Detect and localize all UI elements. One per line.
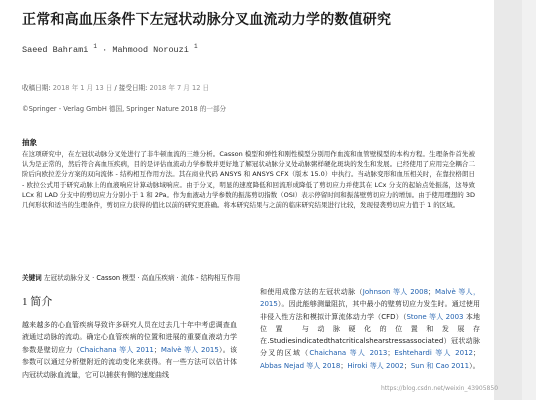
citation-separator: ； [403, 361, 411, 370]
citation-separator: ； [473, 349, 480, 358]
intro-right-column [260, 286, 480, 372]
intro-right-text: 和使用成像方法的左冠状动脉（ [260, 288, 363, 296]
article-title: 正常和高血压条件下左冠状动脉分叉血流动力学的数值研究 [22, 12, 392, 28]
vertical-scrollbar[interactable] [522, 0, 536, 400]
citation-link[interactable]: Stone 等人 2003 [406, 312, 464, 321]
citation-separator: ； [387, 349, 395, 358]
abstract-heading: 抽象 [22, 138, 37, 147]
author-separator: · [97, 44, 113, 55]
citation-separator: ； [340, 361, 348, 370]
citation-link[interactable]: Sun 和 Cao 2011 [410, 361, 470, 370]
intro-right-text: 与动脉硬化的位置和发展存在.Studiesindicatedthatcriticalshearstressassociated）冠状动脉分叉的区域（ [260, 324, 480, 358]
keywords-text: 左冠状动脉分叉 · Casson 模型 · 高血压疾病 · 流体 - 结构相互作用 [41, 274, 241, 282]
intro-left-tail: ）。该参数可以通过分析壁附近的流动变化来获得。有一些方法可以估计体内冠状动脉血流量，它可以捕获有侧的速度曲线 [22, 345, 238, 379]
keywords-line [22, 272, 240, 282]
citation-link[interactable]: Hiroki 等人 2002 [347, 361, 404, 370]
citation-link[interactable]: Chaichana 等人 2011 [79, 345, 154, 354]
received-label: 收稿日期: [22, 84, 53, 92]
source-watermark: https://blog.csdn.net/weixin_43905850 [381, 385, 499, 392]
accepted-date: 2018 年 7 月 12 日 [149, 84, 210, 92]
citation-separator: ； [428, 288, 436, 296]
keywords-label: 关键词 [22, 274, 42, 282]
section-heading-intro: 1 简介 [22, 296, 53, 308]
article-dates [22, 82, 209, 92]
author-line [22, 43, 198, 55]
citation-link[interactable]: Chaichana 等人 2013 [309, 349, 388, 358]
intro-right-text: 本地位置 [260, 312, 480, 333]
copyright-notice: ©Springer - Verlag GmbH 德国, Springer Nature 2018 的一部分 [22, 105, 227, 113]
citation-link[interactable]: Eshtehardi 等人 2012 [394, 349, 473, 358]
author-2-affiliation: 1 [193, 43, 198, 50]
intro-right-end: ）。 [469, 361, 480, 370]
received-date: 2018 年 1 月 13 日 [52, 84, 113, 92]
intro-left-column [22, 319, 237, 381]
accepted-label: / 接受日期: [112, 84, 150, 92]
citation-link[interactable]: Malvè 等人，2015 [260, 288, 481, 309]
intro-right-text: ）。因此能够测量阻抗，其中最小的壁剪切应力发生时。通过使用非侵入性方法和模拟计算流体动力学（CFD）（ [260, 300, 480, 321]
abstract-body: 在这项研究中，在左冠状动脉分叉处进行了非牛顿血流的三维分析。Casson 模型和弹性和刚性模型分别用作血流和血管壁模型的本构方程。生理条件首先被认为是正常的，然后符合高血压疾病，目的是评估血流动力学参数并更好地了解冠状动脉分叉处动脉粥样硬化斑块的发生和发展。已经使用了应用完全耦合二阶后向欧拉差分方案的双向流体 - 结构相互作用方法。其在商业代码 ANSYS 和 ANSYS CFX（版本 15.0）中执行。当动脉变形和血压相关时，在靠拉格朗日 - 欧拉公式用于研究动脉上的血液响应计算动脉域响应。由于分叉，明显的速度降低和回流形成降低了剪切应力并使其在 LCx 分支的起始点处振荡，这导致 LCx 和 LAD 分支中的剪切应力分别小于 1 和 2Pa。作为血液动力学参数的振荡剪切指数（OSI）表示停留时间和振荡壁剪切应力的增加。由于使用理想的 3D 几何形状和适当的生理条件，剪切应力获得的值比以前的研究更准确。将本研究结果与之前的临床研究结果进行比较，发现侵袭剪切应力值于 1 的区域。 [22, 150, 475, 210]
citation-link[interactable]: Johnson 等人 2008 [362, 288, 429, 296]
intro-left-text: 越来越多的心血管疾病导致许多研究人员在过去几十年中考虑调查血液通过动脉的流动。确定心血管疾病的位置和进展的重要血液动力学参数是壁切应力（ [22, 321, 237, 354]
author-2[interactable]: Mahmood Norouzi [112, 44, 189, 55]
citation-link[interactable]: Malvè 等人 2015 [160, 345, 219, 354]
author-1[interactable]: Saeed Bahrami [22, 44, 89, 55]
citation-separator: ； [153, 345, 161, 354]
author-1-affiliation: 1 [93, 43, 98, 50]
citation-link[interactable]: Abbas Nejad 等人 2018 [260, 361, 341, 370]
